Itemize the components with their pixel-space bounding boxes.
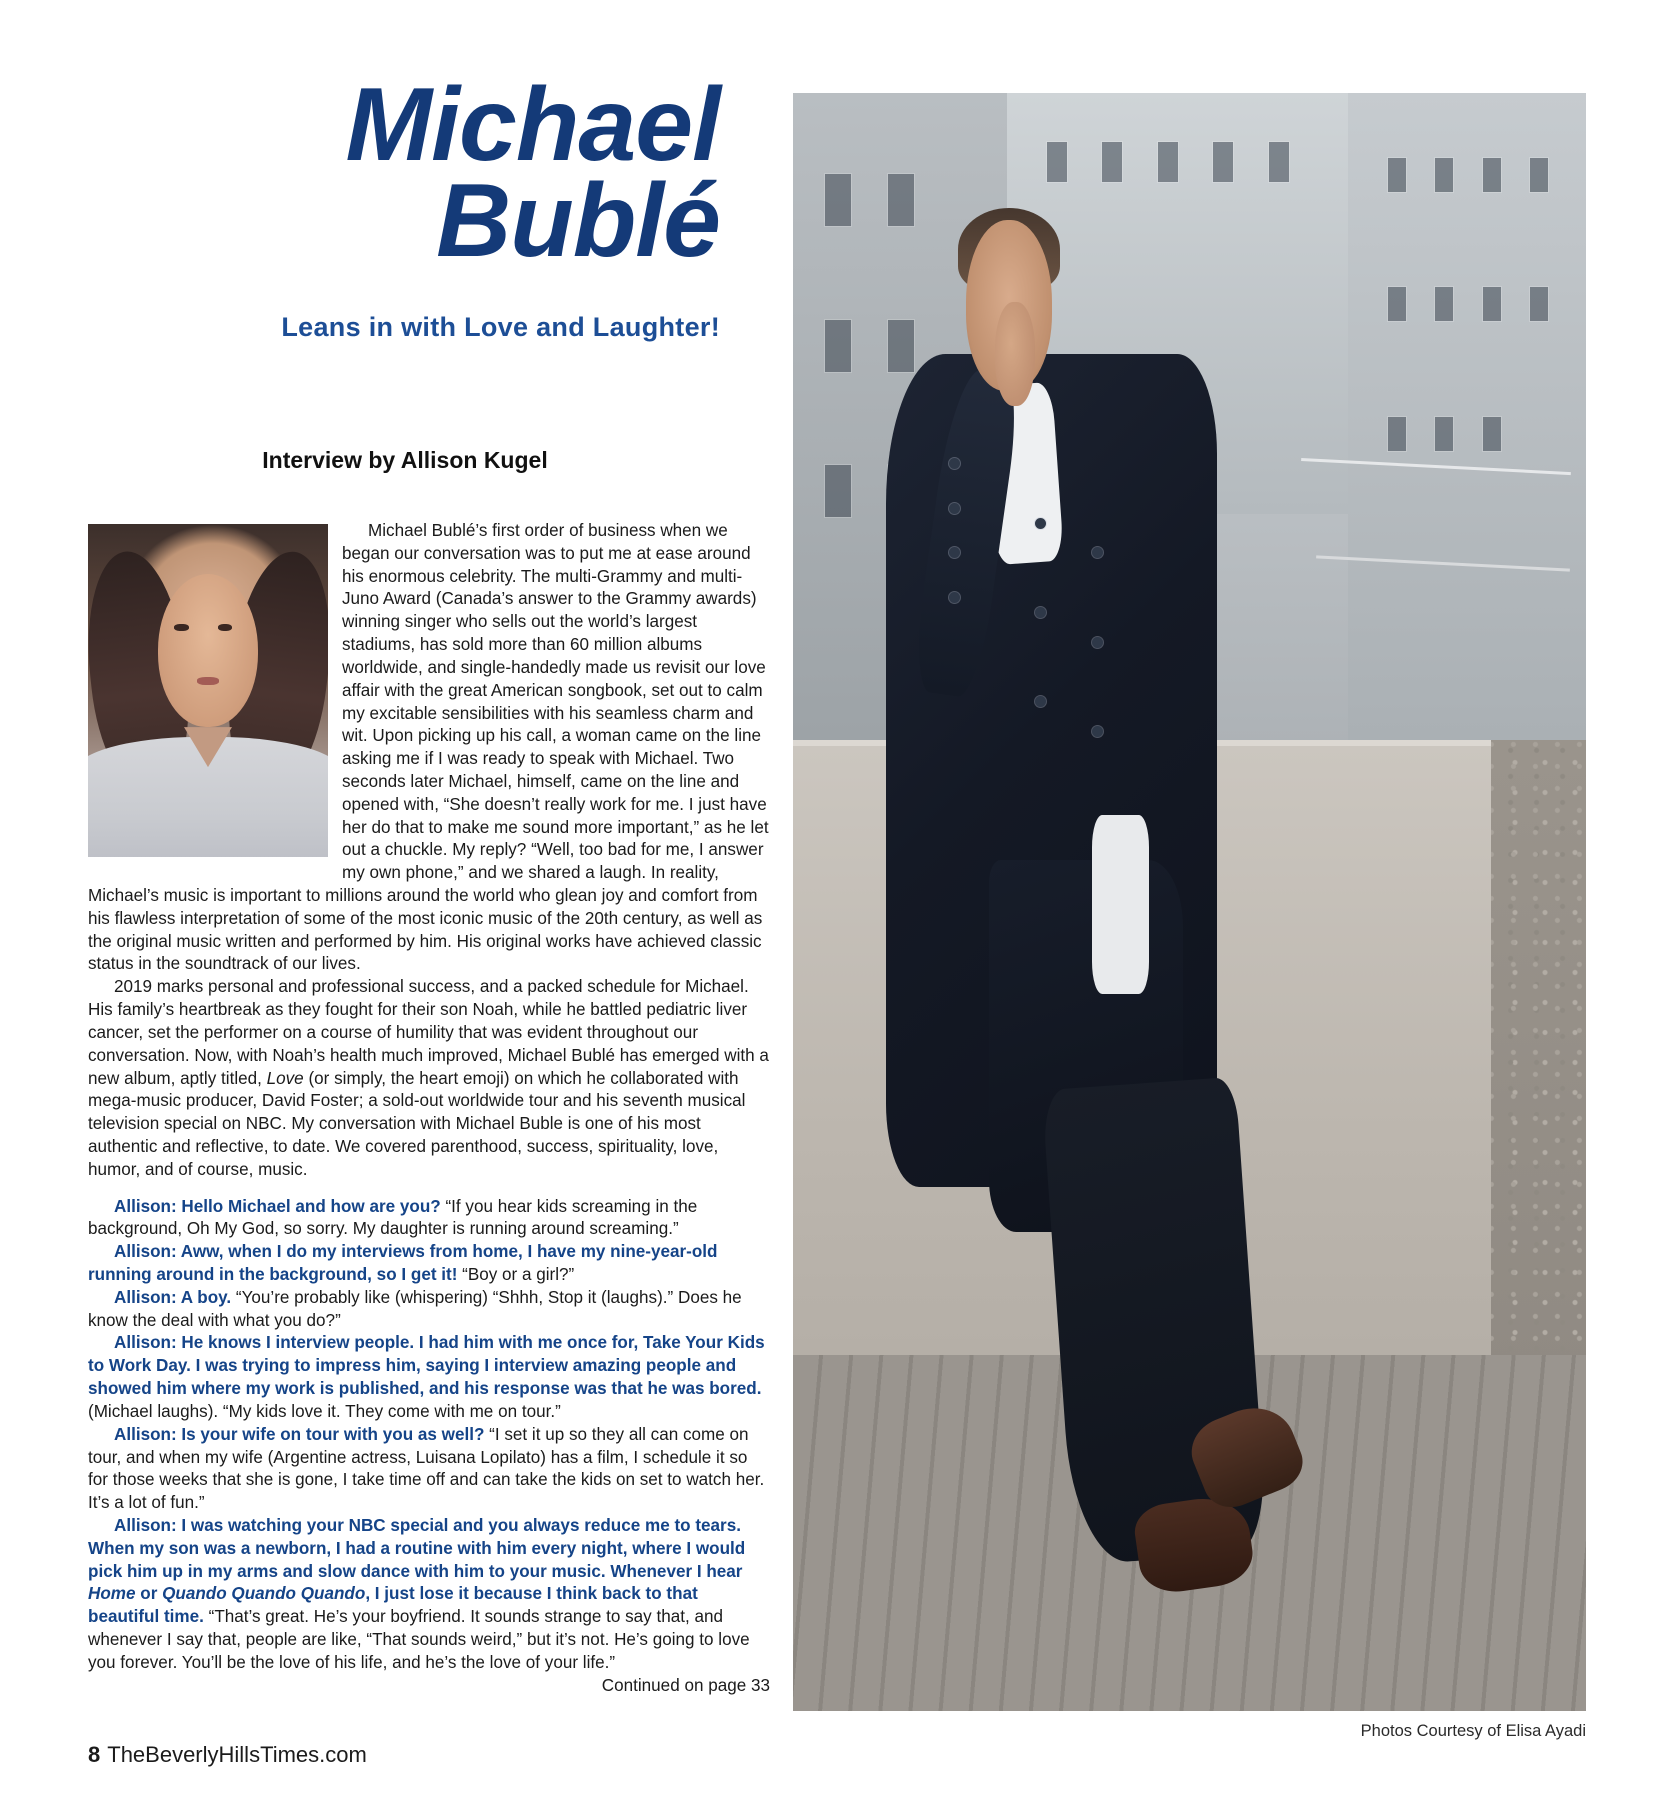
qa-answer-5: “I set it up so they all can come on tour, and when my wife (Argentine actress, Luisana Lopilato) has a film, I schedule it so for those weeks that she is gone, I take time off and can take the kids on set to watch her. It’s a lot of fun.” [88,1424,765,1513]
title-line-1: Michael [345,67,720,183]
qa-question-6-part3: , I just lose it because I think back to that beautiful time. [88,1584,698,1627]
qa-answer-1: “If you hear kids screaming in the background, Oh My God, so sorry. My daughter is running around screaming.” [88,1196,698,1239]
paragraph-2-rest: (or simply, the heart emoji) on which he collaborated with mega-music producer, David Foster; a sold-out worldwide tour and his seventh musical television special on NBC. My conversation with Michael Buble is one of his most authentic and reflective, to date. We covered parenthood, success, spirituality, love, humor, and of course, music. [88,1068,746,1179]
song-title-home: Home [88,1584,136,1604]
qa-answer-4: (Michael laughs). “My kids love it. They come with me on tour.” [88,1401,561,1421]
publication-name: TheBeverlyHillsTimes.com [107,1742,367,1767]
page-number: 8 [88,1742,101,1767]
continued-note: Continued on page 33 [601,1675,770,1695]
qa-question-5: Allison: Is your wife on tour with you as well? [114,1424,485,1444]
paragraph-spacer [88,1182,770,1196]
page-title [90,67,720,279]
qa-item-3 [88,1287,770,1333]
qa-answer-6: “That’s great. He’s your boyfriend. It sounds strange to say that, and whenever I say that, people are like, “That sounds weird,” but it’s not. He’s going to love you forever. You’ll be the love of his life, and he’s the love of your life.” [88,1607,750,1672]
qa-item-2 [88,1241,770,1287]
qa-question-2: Allison: Aww, when I do my interviews from home, I have my nine-year-old running around in the background, so I get it! [88,1242,718,1284]
paragraph-2 [88,976,770,1181]
allison-kugel-portrait [88,524,328,857]
title-line-2: Bublé [436,162,720,279]
qa-question-3: Allison: A boy. [114,1287,232,1307]
page-footer [88,1742,367,1768]
article-body [88,520,770,1697]
qa-item-4 [88,1332,770,1423]
qa-answer-2: “Boy or a girl?” [457,1265,575,1284]
qa-answer-3: “You’re probably like (whispering) “Shhh, Stop it (laughs).” Does he know the deal with what you do?” [88,1287,742,1330]
photo-subject-figure [841,190,1412,1679]
qa-item-1 [88,1196,770,1242]
qa-item-5 [88,1424,770,1515]
michael-buble-rooftop-photo [793,93,1586,1711]
paragraph-1: Michael Bublé’s first order of business when we began our conversation was to put me at ease around his enormous celebrity. The multi-Grammy and multi-Juno Award (Canada’s answer to the Grammy awards) winning singer who sells out the world’s largest stadiums, has sold more than 60 million albums worldwide, and single-handedly made us revisit our love affair with the great American songbook, set out to calm my excitable sensibilities with his seamless charm and wit. Upon picking up his call, a woman came on the line asking me if I was ready to speak with Michael. Two seconds later Michael, himself, came on the line and opened with, “She doesn’t really work for me. I just have her do that to make me sound more important,” as he let out a chuckle. My reply? “Well, too bad for me, I answer my own phone,” and we shared a laugh. In reality, Michael’s music is important to millions around the world who glean joy and comfort from his flawless interpretation of some of the most iconic music of the 20th century, as well as the original music written and performed by him. His original works have achieved classic status in the soundtrack of our lives. [88,521,769,974]
photo-credit: Photos Courtesy of Elisa Ayadi [1360,1722,1586,1740]
qa-question-1: Allison: Hello Michael and how are you? [114,1196,441,1216]
subtitle: Leans in with Love and Laughter! [281,312,720,342]
qa-question-6-part1: Allison: I was watching your NBC special and you always reduce me to tears. When my son was a newborn, I had a routine with him every night, where I would pick him up in my arms and slow dance with him to your music. Whenever I hear [88,1515,746,1581]
qa-question-6-part2: or [135,1584,163,1604]
byline: Interview by Allison Kugel [262,447,548,473]
paragraph-2-lead: 2019 marks personal and professional success, and a packed schedule for Michael. His family’s heartbreak as they fought for their son Noah, while he battled pediatric liver cancer, set the performer on a course of humility that was evident throughout our conversation. Now, with Noah’s health much improved, Michael Bublé has emerged with a new album, aptly titled, [88,977,769,1088]
qa-question-4: Allison: He knows I interview people. I had him with me once for, Take Your Kids to Work Day. I was trying to impress him, saying I interview amazing people and showed him where my work is published, and his response was that he was bored. [88,1333,765,1399]
album-title-love: Love [266,1068,304,1088]
song-title-quando: Quando Quando Quando [162,1584,366,1604]
qa-item-6 [88,1515,770,1695]
